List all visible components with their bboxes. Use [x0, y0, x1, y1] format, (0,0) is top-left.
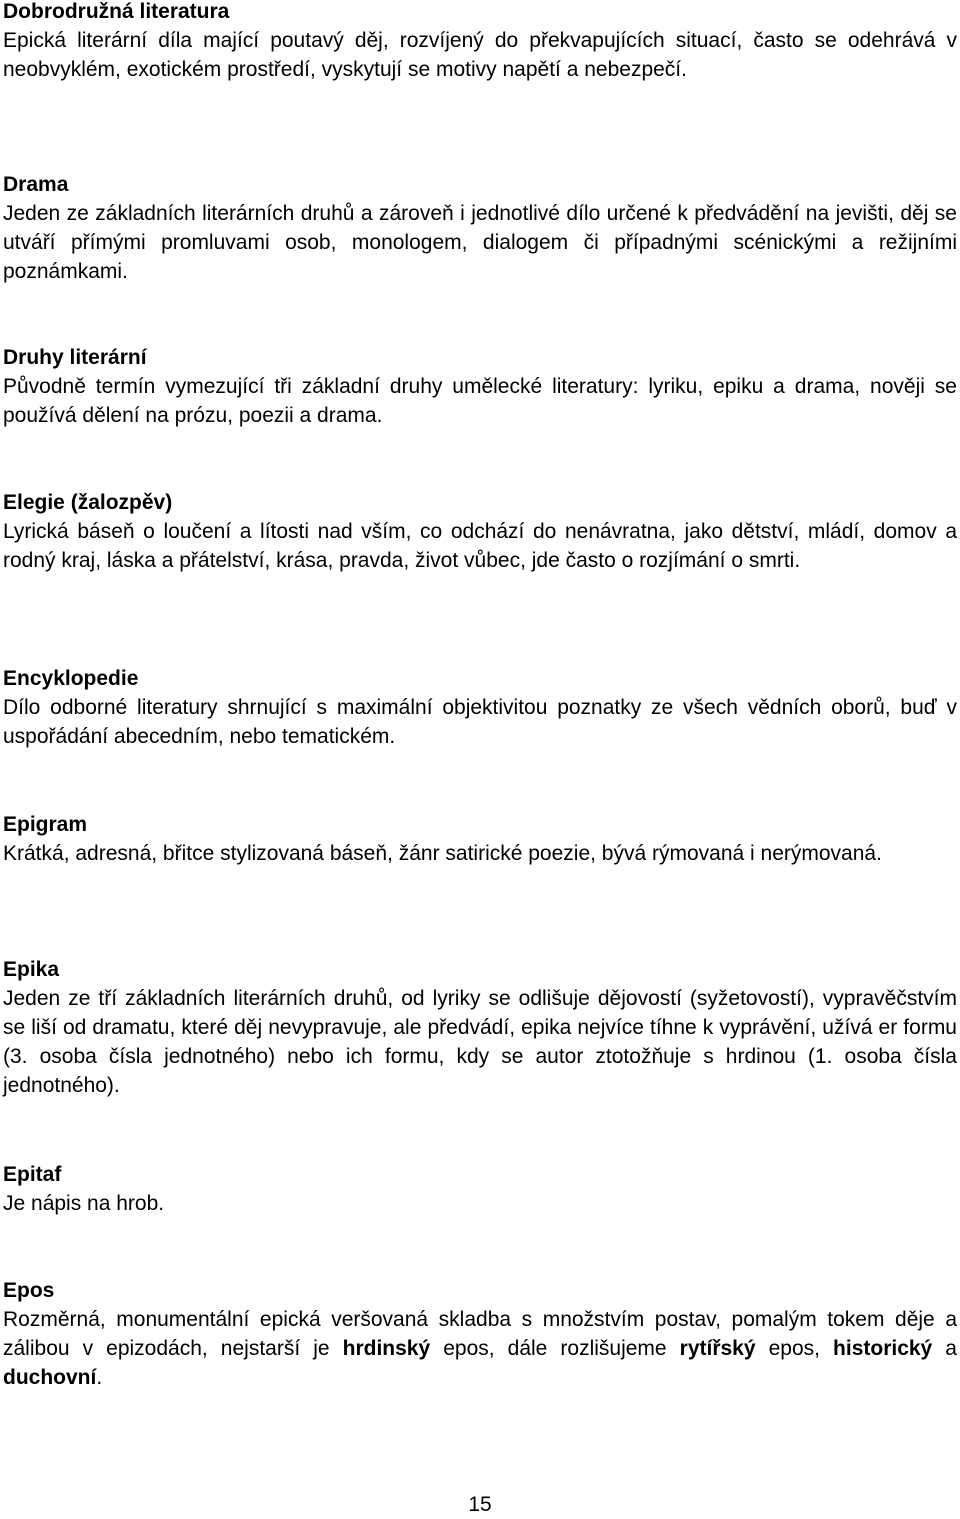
glossary-entry-elegie — [3, 488, 957, 575]
entry-term: Druhy literární — [3, 346, 147, 369]
entry-term: Epigram — [3, 813, 88, 836]
entry-definition: Původně termín vymezující tři základní druhy umělecké literatury: lyriku, epiku a drama, nověji se používá dělení na prózu, poezii a drama. — [3, 375, 957, 427]
entry-term: Epika — [3, 958, 60, 981]
glossary-entry-epitaf — [3, 1160, 957, 1218]
epos-bold-hrdinsky: hrdinský — [342, 1337, 431, 1360]
entry-term: Dobrodružná literatura — [3, 0, 230, 23]
glossary-entry-epos — [3, 1276, 957, 1392]
glossary-entry-encyklopedie — [3, 664, 957, 751]
epos-bold-duchovni: duchovní — [3, 1366, 97, 1389]
entry-definition: Dílo odborné literatury shrnující s maximální objektivitou poznatky ze všech vědních oborů, buď v uspořádání abecedním, nebo tematickém. — [3, 696, 957, 748]
entry-term: Encyklopedie — [3, 667, 139, 690]
entry-definition: Jeden ze základních literárních druhů a zároveň i jednotlivé dílo určené k předvádění na jevišti, děj se utváří přímými promluvami osob, monologem, dialogem či případnými scénickými a režijními poznámkami. — [3, 202, 957, 283]
glossary-entry-epika — [3, 955, 957, 1100]
entry-definition: Epická literární díla mající poutavý děj, rozvíjený do překvapujících situací, často se odehrává v neobvyklém, exotickém prostředí, vyskytují se motivy napětí a nebezpečí. — [3, 29, 957, 81]
entry-definition: Lyrická báseň o loučení a lítosti nad vším, co odchází do nenávratna, jako dětství, mládí, domov a rodný kraj, láska a přátelství, krása, pravda, život vůbec, jde často o rozjímání o smrti. — [3, 520, 957, 572]
page-number: 15 — [468, 1493, 492, 1516]
entry-definition: Jeden ze tří základních literárních druhů, od lyriky se odlišuje dějovostí (syžetovostí), vypravěčstvím se liší od dramatu, které děj nevypravuje, ale předvádí, epika nejvíce tíhne k vyprávění, užívá er formu (3. osoba čísla jednotného) nebo ich formu, kdy se autor ztotožňuje s hrdinou (1. osoba čísla jednotného). — [3, 987, 957, 1097]
entry-definition: Je nápis na hrob. — [3, 1192, 165, 1215]
epos-bold-rytirsky: rytířský — [679, 1337, 756, 1360]
glossary-entry-druhy-literarni — [3, 343, 957, 430]
epos-bold-historicky: historický — [833, 1337, 933, 1360]
epos-text-5: . — [96, 1366, 103, 1389]
entry-term: Epitaf — [3, 1163, 62, 1186]
glossary-entry-dobrodruzna-literatura — [3, 0, 957, 84]
epos-text-1: Rozměrná, monumentální epická veršovaná skladba s množstvím postav, pomalým tokem děje a zálibou v epizodách, nejstarší je — [3, 1308, 957, 1360]
entry-term: Drama — [3, 173, 69, 196]
entry-term: Elegie (žalozpěv) — [3, 491, 173, 514]
epos-text-3: epos, — [755, 1337, 834, 1360]
entry-definition: Krátká, adresná, břitce stylizovaná báseň, žánr satirické poezie, bývá rýmovaná i nerýmovaná. — [3, 842, 882, 865]
epos-text-4: a — [932, 1337, 957, 1360]
epos-text-2: epos, dále rozlišujeme — [430, 1337, 680, 1360]
entry-definition — [3, 1305, 957, 1392]
entry-term: Epos — [3, 1279, 55, 1302]
glossary-entry-drama — [3, 170, 957, 286]
glossary-entry-epigram — [3, 810, 957, 868]
